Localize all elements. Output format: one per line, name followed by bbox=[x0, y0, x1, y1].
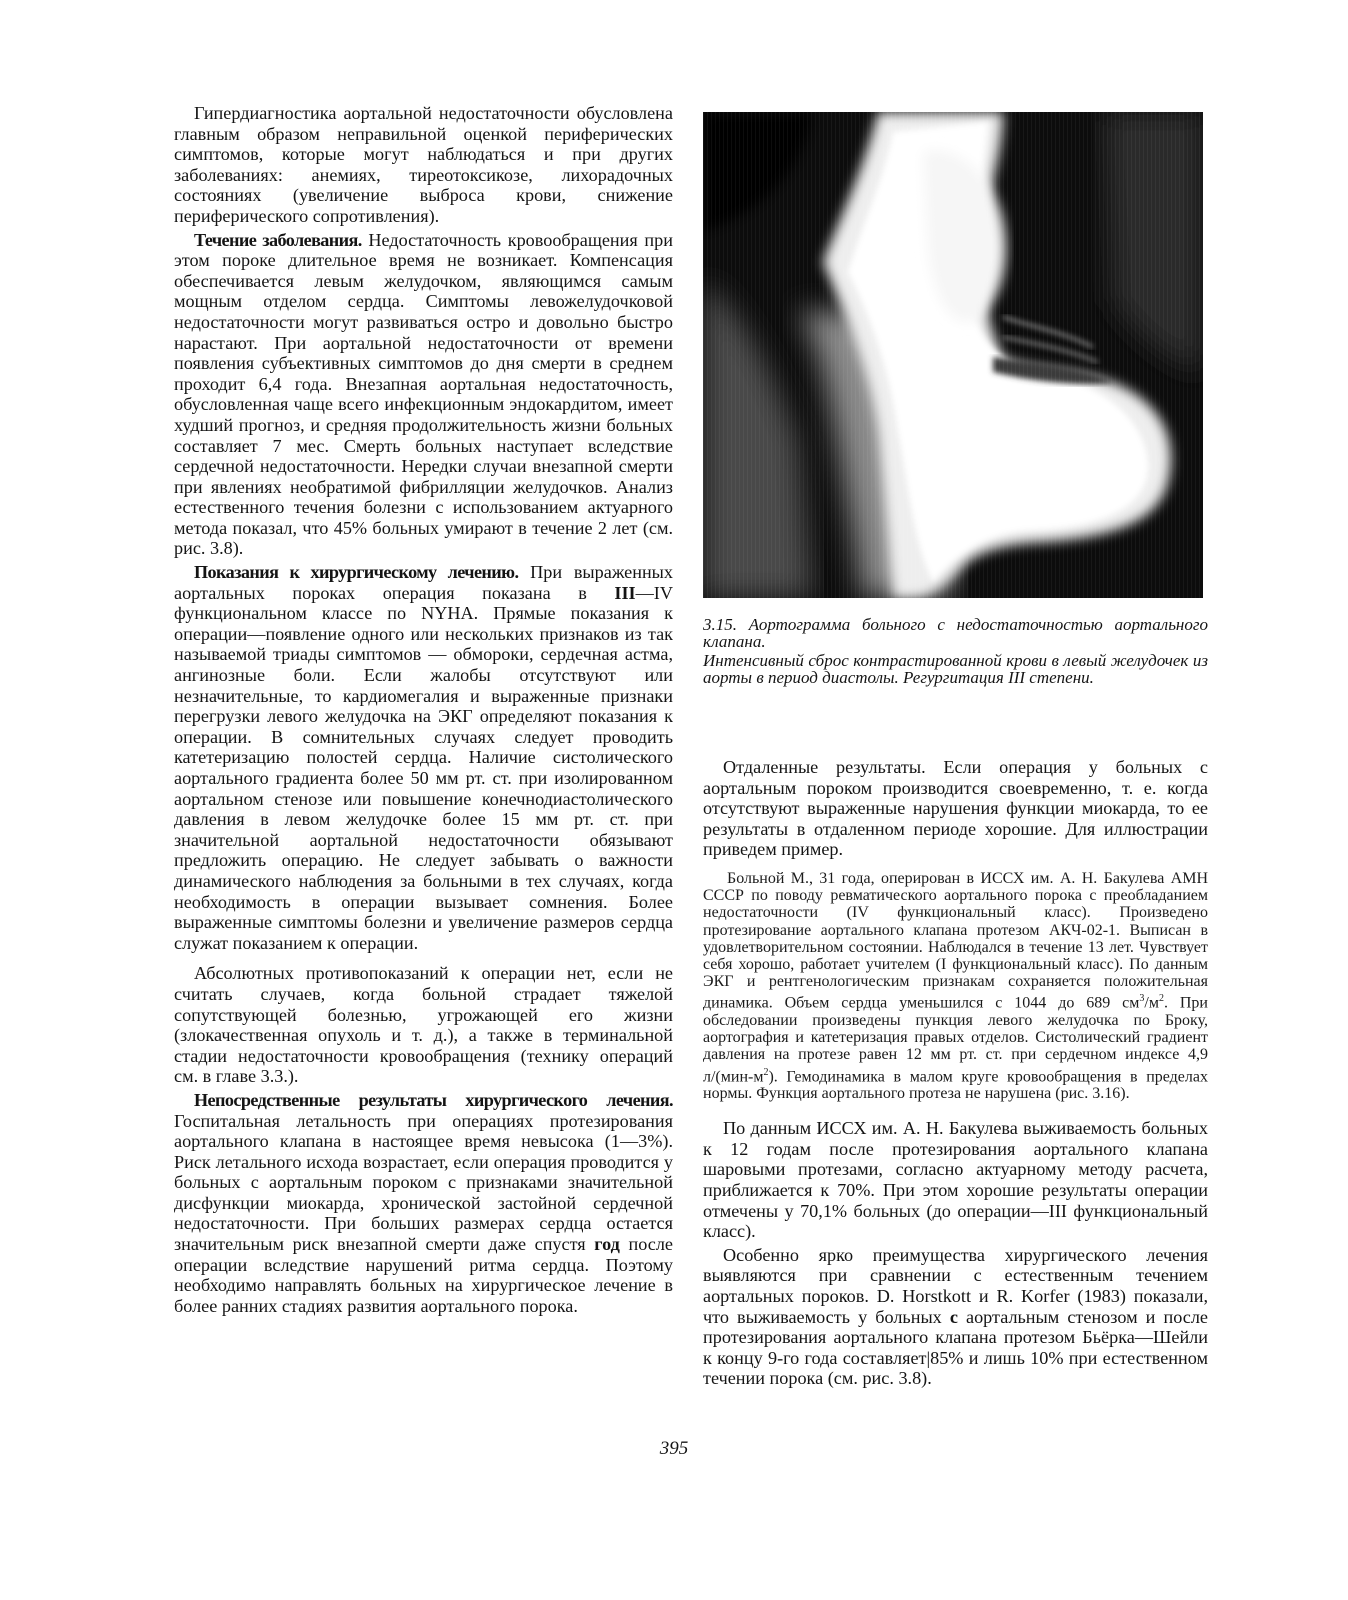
paragraph-disease-course bbox=[174, 230, 673, 560]
text-year: год bbox=[594, 1234, 620, 1255]
aortogram-figure bbox=[703, 112, 1203, 598]
caption-text: Интенсивный сброс контрастированной крови в левый желудочек из аорты в период диастолы. Регургитация III степени. bbox=[703, 651, 1208, 687]
sup-square: 2 bbox=[1158, 993, 1164, 1005]
aortogram-image bbox=[703, 112, 1203, 598]
sup-square-2: 2 bbox=[763, 1066, 769, 1078]
text-case-b: /м bbox=[1144, 994, 1159, 1012]
heading-disease-course: Течение заболевания. bbox=[194, 229, 362, 250]
heading-immediate-results: Непосредственные результаты хирургического лечения. bbox=[194, 1089, 673, 1110]
text-immediate-results-b: после операции вследствие нарушений ритма сердца. Поэтому необходимо направлять больных на хирургическое лечение в более ранних стадиях развития аортального порока. bbox=[174, 1234, 673, 1316]
text-surgery-indications-b: —IV функциональном классе по NYHA. Прямые показания к операции—появление одного или нескольких признаков из так называемой триады симптомов — обмороки, сердечная астма, ангинозные боли. Если жалобы отсутствуют или незначительные, то кардиомегалия и выраженные признаки перегрузки левого желудочка на ЭКГ определяют показания к операции. В сомнительных случаях следует проводить катетеризацию полостей сердца. Наличие систолического аортального градиента более 50 мм рт. ст. при изолированном аортальном стенозе или повышение конечнодиастолического давления в левом желудочке более 15 мм рт. ст. при значительной аортальной недостаточности обязывают предложить операцию. Не следует забывать о важности динамического наблюдения за больными в тех случаях, когда необходимость в операции вызывает сомнения. Более выраженные симптомы болезни и увеличение размеров сердца служат показанием к операции. bbox=[174, 582, 673, 953]
paragraph-hyperdiagnosis: Гипердиагностика аортальной недостаточности обусловлена главным образом неправильной оценкой периферических симптомов, которые могут наблюдаться и при других заболеваниях: анемиях, тиреотоксикозе, лихорадочных состояниях (увеличение выброса крови, снижение периферического сопротивления). bbox=[174, 103, 673, 226]
text-advantages-b: аортальным стенозом и после протезирования аортального клапана протезом Бьёрка—Шейли к концу 9-го года составляет|85% и лишь 10% при естественном течении порока (см. рис. 3.8). bbox=[703, 1306, 1208, 1389]
paragraph-surgery-indications bbox=[174, 562, 673, 953]
paragraph-surgical-advantages bbox=[703, 1245, 1208, 1389]
text-surgery-indications-a: При выраженных аортальных пороках операция показана в bbox=[174, 562, 673, 603]
page-number: 395 bbox=[659, 1438, 689, 1459]
paragraph-contraindications: Абсолютных противопоказаний к операции нет, если не считать случаев, когда больной страдает тяжелой сопутствующей болезнью, угрожающей его жизни (злокачественная опухоль и т. д.), а также в терминальной стадии недостаточности кровообращения (технику операций см. в главе 3.3.). bbox=[174, 963, 673, 1087]
figure-caption bbox=[703, 617, 1208, 686]
left-column bbox=[174, 103, 673, 1319]
text-case-c: . При обследовании произведены пункция левого желудочка по Броку, аортография и катетеризация правых отделов. Систолический градиент давления на протезе равен 12 мм рт. ст. при сердечном индексе 4,9 л/(мин-м bbox=[703, 994, 1208, 1085]
caption-title: 3.15. Аортограмма больного с недостаточностью аортального клапана. bbox=[703, 615, 1208, 651]
text-disease-course: Недостаточность кровообращения при этом пороке длительное время не возникает. Компенсация обеспечивается левым желудочком, являющимся самым мощным отделом сердца. Симптомы левожелудочковой недостаточности могут развиваться остро и довольно быстро нарастают. При аортальной недостаточности от времени появления субъективных симптомов до дня смерти в среднем проходит 6,4 года. Внезапная аортальная недостаточность, обусловленная чаще всего инфекционным эндокардитом, имеет худший прогноз, и средняя продолжительность жизни больных составляет 7 мес. Смерть больных наступает вследствие сердечной недостаточности. Нередки случаи внезапной смерти при явлениях необратимой фибрилляции желудочков. Анализ естественного течения болезни с использованием актуарного метода показал, что 45% больных умирают в течение 2 лет (см. рис. 3.8). bbox=[174, 229, 673, 559]
text-advantages-a: Особенно ярко преимущества хирургического лечения выявляются при сравнении с естественным течением аортальных пороков. D. Horstkott и R. Korfer (1983) показали, что выживаемость у больных bbox=[703, 1244, 1208, 1327]
right-column bbox=[703, 757, 1208, 1392]
paragraph-immediate-results bbox=[174, 1090, 673, 1317]
text-immediate-results-a: Госпитальная летальность при операциях протезирования аортального клапана в настоящее время невысока (1—3%). Риск летального исхода возрастает, если операция проводится у больных с аортальным пороком с признаками значительной дисфункции миокарда, хронической застойной сердечной недостаточности. При больших размерах сердца остается значительным риск внезапной смерти даже спустя bbox=[174, 1110, 673, 1255]
text-case-d: ). Гемодинамика в малом круге кровообращения в пределах нормы. Функция аортального протеза не нарушена (рис. 3.16). bbox=[703, 1067, 1208, 1103]
sup-cubic: 3 bbox=[1139, 993, 1145, 1005]
paragraph-case-example bbox=[703, 870, 1208, 1102]
text-with: с bbox=[949, 1306, 958, 1327]
paragraph-long-term-results: Отдаленные результаты. Если операция у больных с аортальным пороком производится своевременно, т. е. когда отсутствуют выраженные нарушения функции миокарда, то ее результаты в отдаленном периоде хорошие. Для иллюстрации приведем пример. bbox=[703, 757, 1208, 860]
paragraph-survival: По данным ИССХ им. А. Н. Бакулева выживаемость больных к 12 годам после протезирования аортального клапана шаровыми протезами, согласно актуарному методу расчета, приближается к 70%. При этом хорошие результаты операции отмечены у 70,1% больных (до операции—III функциональный класс). bbox=[703, 1118, 1208, 1242]
heading-surgery-indications: Показания к хирургическому лечению. bbox=[194, 562, 519, 583]
text-class-iii: III bbox=[614, 582, 636, 603]
text-case-a: Больной М., 31 года, оперирован в ИССХ им. А. Н. Бакулева АМН СССР по поводу ревматического аортального порока с преобладанием недостаточности (IV функциональный класс). Произведено протезирование аортального клапана протезом АКЧ-02-1. Выписан в удовлетворительном состоянии. Наблюдался в течение 13 лет. Чувствует себя хорошо, работает учителем (I функциональный класс). По данным ЭКГ и рентгенологическим признакам сохраняется положительная динамика. Объем сердца уменьшился с 1044 до 689 см bbox=[703, 869, 1208, 1012]
